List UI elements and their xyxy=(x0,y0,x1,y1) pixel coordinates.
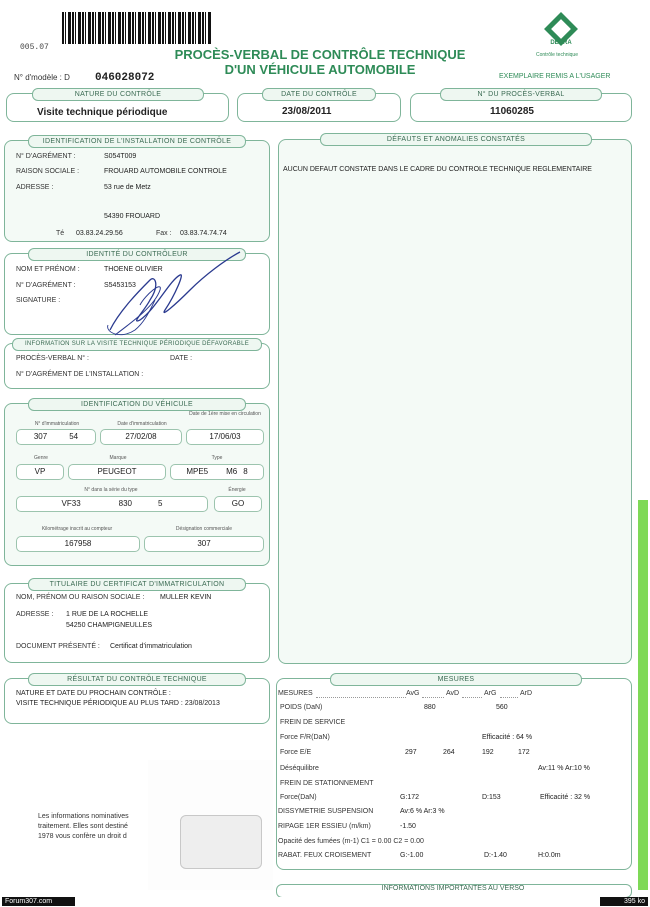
installation-raison-label: RAISON SOCIALE : xyxy=(16,168,80,175)
serie-a: VF33 xyxy=(61,499,81,508)
barcode xyxy=(62,12,212,44)
force-fr-label: Force F/R(DaN) xyxy=(280,734,330,741)
green-highlight xyxy=(638,500,648,890)
legal-notice xyxy=(38,812,129,842)
designation-label: Désignation commerciale xyxy=(175,526,233,532)
col-mesures: MESURES xyxy=(278,690,313,697)
footer-site: Forum307.com xyxy=(2,897,75,906)
defavorable-agrement-label: N° D'AGRÉMENT DE L'INSTALLATION : xyxy=(16,371,144,378)
efficacite-service: Efficacité : 64 % xyxy=(482,734,533,741)
poids-avd: 560 xyxy=(496,704,508,711)
controleur-agrement-label: N° D'AGRÉMENT : xyxy=(16,282,76,289)
rabat-h: H:0.0m xyxy=(538,852,561,859)
efficacite-stat: Efficacité : 32 % xyxy=(540,794,591,801)
serie-c: 5 xyxy=(158,499,163,508)
designation-field: 307 xyxy=(144,536,264,552)
date-value: 23/08/2011 xyxy=(282,106,332,117)
defauts-box xyxy=(278,139,632,664)
installation-fax-value: 03.83.74.74.74 xyxy=(180,230,227,237)
titulaire-document-value: Certificat d'immatriculation xyxy=(110,643,192,650)
controleur-nom-value: THOENE OLIVIER xyxy=(104,266,163,273)
titulaire-nom-label: NOM, PRÉNOM OU RAISON SOCIALE : xyxy=(16,594,145,601)
installation-raison-value: FROUARD AUTOMOBILE CONTROLE xyxy=(104,168,227,175)
type-b: M6 xyxy=(226,467,238,476)
force-ard: 172 xyxy=(518,749,530,756)
immat-label: N° d'immatriculation xyxy=(34,421,80,427)
defavorable-pv-label: PROCÈS-VERBAL N° : xyxy=(16,355,89,362)
dissymetrie-value: Av:6 % Ar:3 % xyxy=(400,808,445,815)
titulaire-document-label: DOCUMENT PRÉSENTÉ : xyxy=(16,643,100,650)
legal-line1: Les informations nominatives xyxy=(38,813,129,820)
installation-fax-label: Fax : xyxy=(156,230,172,237)
defauts-header: DÉFAUTS ET ANOMALIES CONSTATÉS xyxy=(320,133,592,146)
titulaire-adresse-line1: 1 RUE DE LA ROCHELLE xyxy=(66,611,149,618)
desequilibre-label: Déséquilibre xyxy=(280,765,319,772)
force-avd: 264 xyxy=(443,749,455,756)
marque-label: Marque xyxy=(109,455,127,461)
col-avg: AvG xyxy=(406,690,420,697)
serie-field xyxy=(16,496,208,512)
genre-label: Genre xyxy=(34,455,48,461)
col-dots-4 xyxy=(500,697,518,698)
installation-adresse-line1: 53 rue de Metz xyxy=(104,184,151,191)
resultat-line1: NATURE ET DATE DU PROCHAIN CONTRÔLE : xyxy=(16,690,171,697)
resultat-line2: VISITE TECHNIQUE PÉRIODIQUE AU PLUS TARD : 23/08/2013 xyxy=(16,700,220,707)
immat-b: 54 xyxy=(69,432,79,441)
verso-header: INFORMATIONS IMPORTANTES AU VERSO xyxy=(381,885,525,892)
legal-line3: 1978 vous confère un droit d xyxy=(38,833,127,840)
date-immat-label: Date d'immatriculation xyxy=(117,421,167,427)
date-mise-label: Date de 1ère mise en circulation xyxy=(189,411,261,417)
controleur-agrement-value: S5453153 xyxy=(104,282,136,289)
logo-text: DEKRA xyxy=(550,40,572,46)
installation-agrement-value: S054T009 xyxy=(104,153,137,160)
stat-g: G:172 xyxy=(400,794,420,801)
rabat-g: G:-1.00 xyxy=(400,852,424,859)
footer-size: 395 ko xyxy=(600,897,648,906)
ripage-value: -1.50 xyxy=(400,823,416,830)
titulaire-adresse-label: ADRESSE : xyxy=(16,611,54,618)
km-field: 167958 xyxy=(16,536,140,552)
document-title-line1: PROCÈS-VERBAL DE CONTRÔLE TECHNIQUE xyxy=(174,47,466,62)
titulaire-nom-value: MULLER KEVIN xyxy=(160,594,212,601)
installation-tel-label: Té xyxy=(56,230,65,237)
km-label: Kilométrage inscrit au compteur xyxy=(41,526,113,532)
type-c: 8 xyxy=(243,467,248,476)
logo-sub: Contrôle technique xyxy=(536,52,578,58)
col-dots-3 xyxy=(462,697,482,698)
defavorable-header: INFORMATION SUR LA VISITE TECHNIQUE PÉRIODIQUE DÉFAVORABLE xyxy=(12,338,262,351)
type-field xyxy=(170,464,264,480)
dekra-logo xyxy=(541,9,581,49)
energie-label: Énergie xyxy=(228,487,246,493)
type-label: Type xyxy=(211,455,223,461)
marque-field: PEUGEOT xyxy=(68,464,166,480)
immat-field xyxy=(16,429,96,445)
nature-value: Visite technique périodique xyxy=(37,107,168,118)
pv-value: 11060285 xyxy=(490,106,534,117)
controleur-nom-label: NOM ET PRÉNOM : xyxy=(16,266,80,273)
serie-b: 830 xyxy=(118,499,133,508)
poids-avg: 880 xyxy=(424,704,436,711)
energie-field: GO xyxy=(214,496,262,512)
installation-adresse-line2: 54390 FROUARD xyxy=(104,213,161,220)
controleur-header: IDENTITÉ DU CONTRÔLEUR xyxy=(28,248,246,261)
ref-small: 005.07 xyxy=(20,43,49,52)
desequilibre-value: Av:11 % Ar:10 % xyxy=(538,765,590,772)
date-header: DATE DU CONTRÔLE xyxy=(262,88,376,101)
opacite-label: Opacité des fumées (m-1) C1 = 0.00 C2 = 0.00 xyxy=(278,838,424,845)
mesures-header: MESURES xyxy=(330,673,582,686)
nature-header: NATURE DU CONTRÔLE xyxy=(32,88,204,101)
installation-header: IDENTIFICATION DE L'INSTALLATION DE CONTRÔLE xyxy=(28,135,246,148)
frein-stationnement-label: FREIN DE STATIONNEMENT xyxy=(280,780,374,787)
serie-label: N° dans la série du type xyxy=(84,487,138,493)
dekra-logo-icon xyxy=(541,9,581,49)
pv-header: N° DU PROCÈS-VERBAL xyxy=(440,88,602,101)
force-arg: 192 xyxy=(482,749,494,756)
ripage-label: RIPAGE 1ER ESSIEU (m/km) xyxy=(278,823,371,830)
signature-scribble xyxy=(100,250,245,345)
titulaire-adresse-line2: 54250 CHAMPIGNEULLES xyxy=(66,622,152,629)
col-avd: AvD xyxy=(446,690,460,697)
dissymetrie-label: DISSYMETRIE SUSPENSION xyxy=(278,808,374,815)
col-dots-2 xyxy=(422,697,444,698)
installation-adresse-label: ADRESSE : xyxy=(16,184,54,191)
model-number-label: N° d'modèle : D xyxy=(14,73,70,82)
defauts-text: AUCUN DEFAUT CONSTATE DANS LE CADRE DU CONTROLE TECHNIQUE REGLEMENTAIRE xyxy=(283,166,592,173)
date-immat-field: 27/02/08 xyxy=(100,429,182,445)
force-ee-label: Force E/E xyxy=(280,749,312,756)
rabat-d: D:-1.40 xyxy=(484,852,507,859)
footer-bar xyxy=(0,897,650,907)
stamp-area xyxy=(180,815,262,869)
frein-service-label: FREIN DE SERVICE xyxy=(280,719,346,726)
document-title-line2: D'UN VÉHICULE AUTOMOBILE xyxy=(224,62,416,77)
stat-d: D:153 xyxy=(482,794,501,801)
force-avg: 297 xyxy=(405,749,417,756)
copy-note: EXEMPLAIRE REMIS A L'USAGER xyxy=(499,73,611,80)
installation-tel-value: 03.83.24.29.56 xyxy=(76,230,123,237)
poids-label: POIDS (DaN) xyxy=(280,704,323,711)
type-a: MPE5 xyxy=(186,467,209,476)
defavorable-date-label: DATE : xyxy=(170,355,193,362)
col-ard: ArD xyxy=(520,690,533,697)
model-number: 046028072 xyxy=(95,72,155,84)
controleur-signature-label: SIGNATURE : xyxy=(16,297,61,304)
vehicule-header: IDENTIFICATION DU VÉHICULE xyxy=(28,398,246,411)
installation-agrement-label: N° D'AGRÉMENT : xyxy=(16,153,76,160)
date-mise-field: 17/06/03 xyxy=(186,429,264,445)
rabat-label: RABAT. FEUX CROISEMENT xyxy=(278,852,372,859)
titulaire-header: TITULAIRE DU CERTIFICAT D'IMMATRICULATION xyxy=(28,578,246,591)
col-arg: ArG xyxy=(484,690,497,697)
legal-line2: traitement. Elles sont destiné xyxy=(38,823,128,830)
genre-field: VP xyxy=(16,464,64,480)
resultat-header: RÉSULTAT DU CONTRÔLE TECHNIQUE xyxy=(28,673,246,686)
immat-a: 307 xyxy=(33,432,48,441)
force-dan-label: Force(DaN) xyxy=(280,794,317,801)
col-dots-1 xyxy=(316,697,406,698)
